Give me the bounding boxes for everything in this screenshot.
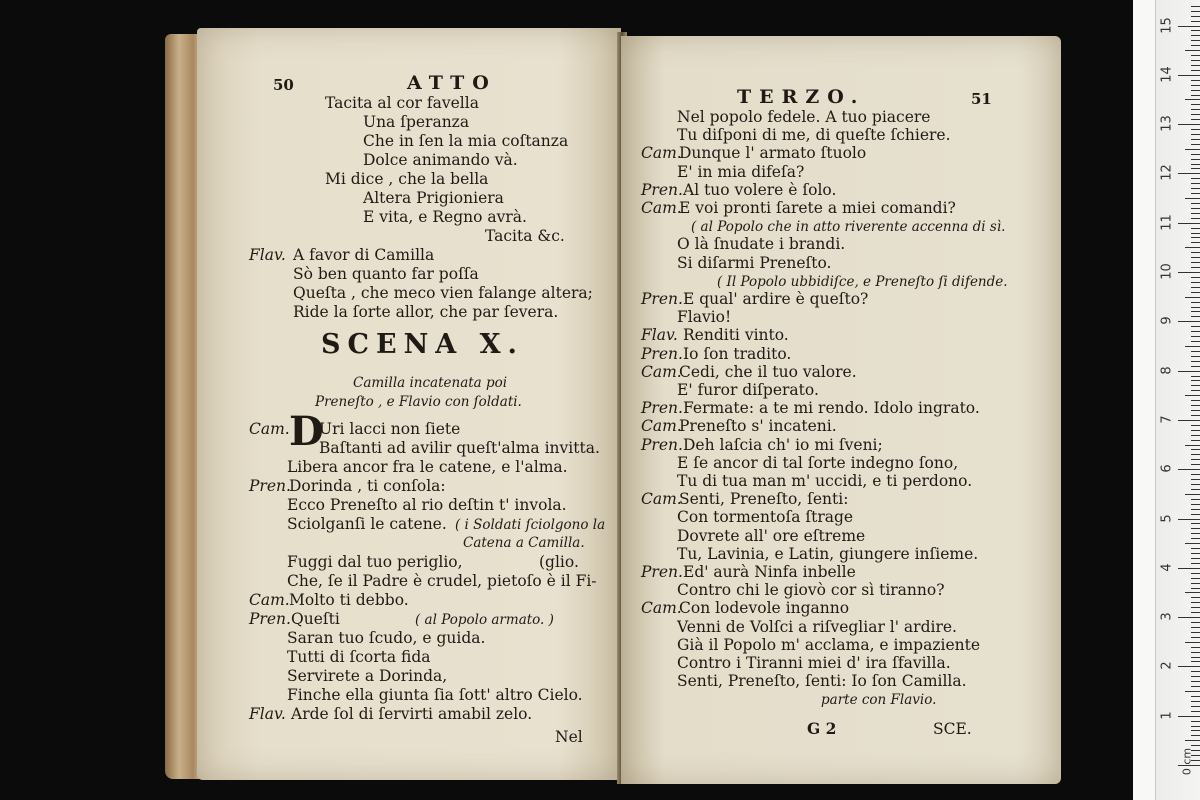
- ruler-tick: [1191, 676, 1200, 677]
- ruler-tick: [1191, 528, 1200, 529]
- ruler-tick: [1185, 543, 1200, 544]
- ruler-tick: [1191, 178, 1200, 179]
- dialogue-line: Deh laſcia ch' io mi ſveni;: [683, 435, 883, 454]
- ruler-tick: [1178, 75, 1200, 76]
- ruler-tick: [1191, 242, 1200, 243]
- dialogue-line: Che, ſe il Padre è crudel, pietoſo è il Fi-: [287, 572, 597, 590]
- ruler-tick: [1191, 80, 1200, 81]
- dialogue-line: Tutti di ſcorta fida: [287, 648, 431, 666]
- ruler-tick: [1191, 326, 1200, 327]
- ruler-tick: [1178, 519, 1200, 520]
- ruler-tick: [1191, 454, 1200, 455]
- ruler-tick: [1191, 479, 1200, 480]
- ruler-tick: [1191, 474, 1200, 475]
- verse-line: Tacita &c.: [485, 227, 565, 245]
- stage-direction: ( al Popolo armato. ): [415, 612, 554, 628]
- ruler-tick: [1191, 85, 1200, 86]
- ruler-tick: [1191, 376, 1200, 377]
- ruler-number: 11: [1159, 213, 1175, 231]
- ruler-tick: [1191, 60, 1200, 61]
- dialogue-line: Queſti: [291, 610, 340, 628]
- ruler-tick: [1191, 203, 1200, 204]
- ruler-tick: [1191, 267, 1200, 268]
- ruler-number: 3: [1159, 612, 1175, 621]
- speaker-label: Pren.: [641, 180, 683, 199]
- ruler-unit-label: 0 cm: [1180, 747, 1194, 776]
- ruler-tick: [1191, 385, 1200, 386]
- ruler-tick: [1191, 109, 1200, 110]
- speaker-label: Pren.: [249, 477, 291, 495]
- ruler-tick: [1191, 597, 1200, 598]
- ruler-tick: [1191, 336, 1200, 337]
- ruler-tick: [1191, 188, 1200, 189]
- ruler-tick: [1185, 297, 1200, 298]
- right-page: [621, 36, 1061, 784]
- drop-cap: D: [289, 408, 324, 455]
- ruler-tick: [1191, 228, 1200, 229]
- ruler-number: 9: [1159, 316, 1175, 325]
- dialogue-line: E ſe ancor di tal ſorte indegno ſono,: [677, 453, 959, 472]
- dialogue-line: Flavio!: [677, 308, 732, 327]
- speaker-label: Cam.: [641, 599, 682, 618]
- speaker-label: Flav.: [641, 326, 678, 345]
- ruler-number: 7: [1159, 415, 1175, 424]
- ruler-tick: [1191, 509, 1200, 510]
- ruler-tick: [1178, 420, 1200, 421]
- ruler-tick: [1191, 573, 1200, 574]
- ruler-tick: [1191, 139, 1200, 140]
- ruler-tick: [1185, 445, 1200, 446]
- stage-direction: ( al Popolo che in atto riverente accenna di sì.: [691, 219, 1006, 236]
- ruler-tick: [1191, 538, 1200, 539]
- stage-direction: Catena a Camilla.: [463, 535, 585, 551]
- ruler-tick: [1191, 435, 1200, 436]
- ruler-tick: [1191, 504, 1200, 505]
- ruler-tick: [1191, 661, 1200, 662]
- ruler-tick: [1191, 213, 1200, 214]
- ruler-tick: [1178, 568, 1200, 569]
- dialogue-line: E' furor diſperato.: [677, 381, 819, 399]
- ruler-tick: [1191, 6, 1200, 7]
- ruler-tick: [1191, 168, 1200, 169]
- dialogue-line: E' in mia difeſa?: [677, 162, 805, 181]
- ruler-tick: [1191, 134, 1200, 135]
- ruler-tick: [1185, 149, 1200, 150]
- stage-direction: Camilla incatenata poi: [353, 375, 508, 391]
- ruler-tick: [1191, 356, 1200, 357]
- ruler-tick: [1191, 159, 1200, 160]
- ruler-number: 8: [1159, 365, 1175, 375]
- ruler-tick: [1191, 311, 1200, 312]
- page-number-left: 50: [273, 76, 294, 94]
- dialogue-line: Ecco Preneſto al rio deſtin t' invola.: [287, 496, 567, 514]
- dialogue-line: Libera ancor fra le catene, e l'alma.: [287, 458, 568, 476]
- speaker-label: Flav.: [249, 705, 286, 723]
- ruler-tick: [1191, 183, 1200, 184]
- ruler-tick: [1191, 307, 1200, 308]
- speaker-label: Pren.: [641, 344, 683, 363]
- ruler-tick: [1191, 464, 1200, 465]
- ruler-tick: [1191, 282, 1200, 283]
- dialogue-line: Al tuo volere è ſolo.: [683, 180, 837, 199]
- dialogue-line: Molto ti debbo.: [289, 591, 409, 609]
- verse-line: Altera Prigioniera: [363, 189, 504, 207]
- dialogue-line: Dorinda , ti conſola:: [289, 477, 446, 495]
- catchword: Nel: [555, 728, 583, 746]
- dialogue-line: Fuggi dal tuo periglio,: [287, 553, 463, 571]
- ruler-number: 2: [1159, 661, 1175, 671]
- dialogue-line: Preneſto s' incateni.: [679, 417, 837, 436]
- dialogue-line: E qual' ardire è queſto?: [683, 290, 869, 308]
- running-header-right: TERZO.: [737, 86, 866, 108]
- dialogue-line: Senti, Preneſto, ſenti: Io ſon Camilla.: [677, 672, 967, 691]
- ruler-tick: [1191, 484, 1200, 485]
- stage-direction: ( i Soldati ſciolgono la: [455, 517, 606, 533]
- ruler-tick: [1178, 272, 1200, 273]
- ruler-tick: [1191, 632, 1200, 633]
- stage-direction: Preneſto , e Flavio con ſoldati.: [315, 394, 522, 410]
- speaker-label: Cam.: [249, 591, 290, 609]
- ruler-tick: [1191, 95, 1200, 96]
- ruler-tick: [1191, 233, 1200, 234]
- speaker-label: Cam.: [641, 362, 682, 381]
- ruler-tick: [1191, 218, 1200, 219]
- speaker-label: Cam.: [641, 417, 682, 436]
- ruler-number: 10: [1159, 263, 1175, 280]
- dialogue-line: Sò ben quanto far poſſa: [293, 265, 479, 283]
- ruler-tick: [1185, 592, 1200, 593]
- ruler-tick: [1191, 430, 1200, 431]
- ruler-tick: [1185, 247, 1200, 248]
- ruler-tick: [1178, 617, 1200, 618]
- dialogue-line: Cedi, che il tuo valore.: [679, 362, 857, 381]
- ruler-tick: [1191, 563, 1200, 564]
- dialogue-line: Venni de Volſci a riſvegliar l' ardire.: [677, 617, 957, 636]
- ruler-tick: [1191, 440, 1200, 441]
- ruler-tick: [1191, 523, 1200, 524]
- ruler-tick: [1191, 400, 1200, 401]
- running-header-left: ATTO: [407, 72, 497, 94]
- ruler-number: 13: [1159, 115, 1175, 132]
- ruler-tick: [1191, 331, 1200, 332]
- ruler-tick: [1191, 257, 1200, 258]
- ruler-tick: [1191, 341, 1200, 342]
- dialogue-line: Finche ella giunta ſia ſott' altro Cielo.: [287, 686, 583, 704]
- ruler-tick: [1191, 30, 1200, 31]
- dialogue-line: Servirete a Dorinda,: [287, 667, 448, 685]
- ruler-tick: [1191, 164, 1200, 165]
- ruler-tick: [1191, 252, 1200, 253]
- ruler-tick: [1191, 652, 1200, 653]
- ruler-tick: [1191, 499, 1200, 500]
- ruler-tick: [1178, 666, 1200, 667]
- ruler-tick: [1178, 26, 1200, 27]
- ruler-tick: [1178, 321, 1200, 322]
- ruler-tick: [1191, 277, 1200, 278]
- speaker-label: Cam.: [641, 490, 682, 509]
- ruler-tick: [1191, 726, 1200, 727]
- signature-mark: G 2: [807, 719, 837, 738]
- verse-line: Dolce animando và.: [363, 151, 518, 169]
- ruler-tick: [1185, 99, 1200, 100]
- page-number-right: 51: [971, 90, 992, 108]
- ruler-tick: [1185, 198, 1200, 199]
- ruler-tick: [1191, 578, 1200, 579]
- ruler-tick: [1191, 730, 1200, 731]
- ruler-tick: [1191, 489, 1200, 490]
- ruler-tick: [1185, 691, 1200, 692]
- ruler-tick: [1191, 558, 1200, 559]
- ruler-tick: [1178, 173, 1200, 174]
- ruler-tick: [1191, 583, 1200, 584]
- ruler-tick: [1185, 395, 1200, 396]
- ruler-tick: [1191, 129, 1200, 130]
- ruler-tick: [1191, 104, 1200, 105]
- ruler-tick: [1191, 16, 1200, 17]
- dialogue-line: Sciolganſi le catene.: [287, 515, 447, 533]
- ruler-edge: [1133, 0, 1156, 800]
- ruler-tick: [1191, 292, 1200, 293]
- ruler-tick: [1191, 553, 1200, 554]
- ruler-tick: [1191, 602, 1200, 603]
- ruler-tick: [1191, 607, 1200, 608]
- dialogue-line: Tu, Lavinia, e Latin, giungere inſieme.: [677, 544, 979, 563]
- dialogue-line: Contro chi le giovò cor sì tiranno?: [677, 581, 945, 600]
- dialogue-line: Con tormentoſa ſtrage: [677, 508, 854, 527]
- ruler-tick: [1191, 154, 1200, 155]
- dialogue-line: E voi pronti ſarete a miei comandi?: [679, 199, 956, 217]
- ruler-number: 1: [1159, 711, 1175, 720]
- ruler-tick: [1191, 65, 1200, 66]
- dialogue-line: Queſta , che meco vien falange altera;: [293, 284, 593, 302]
- ruler-tick: [1185, 50, 1200, 51]
- ruler-tick: [1191, 612, 1200, 613]
- ruler-tick: [1191, 119, 1200, 120]
- open-book: [165, 28, 1065, 783]
- dialogue-line: Saran tuo ſcudo, e guida.: [287, 629, 486, 647]
- ruler-tick: [1178, 223, 1200, 224]
- ruler-number: 6: [1159, 464, 1175, 473]
- ruler-tick: [1191, 696, 1200, 697]
- ruler-tick: [1178, 371, 1200, 372]
- dialogue-line: Contro i Tiranni miei d' ira ſfavilla.: [677, 654, 951, 672]
- ruler-tick: [1178, 469, 1200, 470]
- dialogue-line: Tu diſponi di me, di queſte ſchiere.: [677, 126, 951, 145]
- dialogue-line: Io ſon tradito.: [683, 344, 792, 363]
- verse-line: Una ſperanza: [363, 113, 470, 131]
- speaker-label: Cam.: [641, 199, 682, 217]
- ruler-number: 14: [1159, 66, 1175, 83]
- ruler-tick: [1191, 90, 1200, 91]
- ruler-tick: [1191, 533, 1200, 534]
- ruler-tick: [1191, 449, 1200, 450]
- dialogue-line: Dunque l' armato ſtuolo: [679, 144, 867, 163]
- ruler-tick: [1191, 390, 1200, 391]
- speaker-label: Pren.: [641, 435, 683, 454]
- ruler-tick: [1191, 114, 1200, 115]
- dialogue-line: Fermate: a te mi rendo. Idolo ingrato.: [683, 399, 980, 418]
- dialogue-line: Renditi vinto.: [683, 326, 789, 345]
- ruler-tick: [1191, 11, 1200, 12]
- ruler-tick: [1185, 494, 1200, 495]
- ruler-tick: [1191, 681, 1200, 682]
- speaker-label: Pren.: [641, 290, 683, 308]
- stage-direction: parte con Flavio.: [821, 692, 937, 709]
- speaker-label: Pren.: [641, 563, 683, 581]
- ruler-tick: [1185, 346, 1200, 347]
- ruler-tick: [1191, 459, 1200, 460]
- ruler-tick: [1191, 40, 1200, 41]
- ruler-tick: [1191, 637, 1200, 638]
- dialogue-line: Baſtanti ad avilir queſt'alma invitta.: [319, 439, 600, 457]
- ruler-tick: [1191, 622, 1200, 623]
- dialogue-line: Con lodevole inganno: [679, 599, 850, 618]
- ruler-tick: [1191, 193, 1200, 194]
- ruler-tick: [1191, 351, 1200, 352]
- dialogue-line: Già il Popolo m' acclama, e impaziente: [677, 635, 981, 654]
- ruler-number: 12: [1159, 164, 1175, 182]
- ruler-tick: [1191, 711, 1200, 712]
- dialogue-line: Ride la ſorte allor, che par ſevera.: [293, 303, 559, 321]
- speaker-label: Flav.: [249, 246, 286, 264]
- ruler-tick: [1191, 208, 1200, 209]
- ruler-tick: [1191, 366, 1200, 367]
- dialogue-line: (glio.: [539, 553, 579, 571]
- dialogue-line: Senti, Preneſto, ſenti:: [679, 490, 849, 509]
- dialogue-line: Uri lacci non ſiete: [319, 420, 461, 438]
- ruler-tick: [1191, 735, 1200, 736]
- ruler-tick: [1191, 70, 1200, 71]
- ruler-tick: [1191, 686, 1200, 687]
- ruler-tick: [1191, 237, 1200, 238]
- dialogue-line: Dovrete all' ore eſtreme: [677, 526, 866, 545]
- dialogue-line: Tu di tua man m' uccidi, e ti perdono.: [677, 472, 973, 490]
- ruler-tick: [1178, 716, 1200, 717]
- ruler-tick: [1191, 647, 1200, 648]
- dialogue-line: Arde ſol di ſervirti amabil zelo.: [291, 705, 533, 723]
- catchword: SCE.: [933, 720, 972, 738]
- ruler-tick: [1191, 287, 1200, 288]
- verse-line: Che in ſen la mia coſtanza: [363, 132, 569, 150]
- measuring-ruler: [1133, 0, 1200, 800]
- ruler-tick: [1191, 671, 1200, 672]
- dialogue-line: O là ſnudate i brandi.: [677, 235, 846, 254]
- dialogue-line: Ed' aurà Ninfa inbelle: [683, 563, 856, 581]
- ruler-number: 15: [1159, 16, 1175, 34]
- dialogue-line: Si diſarmi Preneſto.: [677, 253, 832, 272]
- ruler-tick: [1191, 302, 1200, 303]
- ruler-number: 4: [1159, 563, 1175, 572]
- ruler-tick: [1191, 657, 1200, 658]
- verse-line: Tacita al cor favella: [325, 94, 479, 112]
- ruler-tick: [1191, 144, 1200, 145]
- ruler-tick: [1191, 588, 1200, 589]
- ruler-tick: [1191, 548, 1200, 549]
- verse-line: Mi dice , che la bella: [325, 170, 489, 188]
- ruler-tick: [1185, 740, 1200, 741]
- ruler-tick: [1191, 55, 1200, 56]
- ruler-tick: [1191, 425, 1200, 426]
- ruler-tick: [1191, 316, 1200, 317]
- ruler-tick: [1191, 701, 1200, 702]
- ruler-tick: [1191, 514, 1200, 515]
- ruler-number: 5: [1159, 513, 1175, 523]
- ruler-tick: [1191, 706, 1200, 707]
- ruler-tick: [1185, 642, 1200, 643]
- ruler-tick: [1191, 410, 1200, 411]
- stage-direction: ( Il Popolo ubbidiſce, e Preneſto ſi difende.: [717, 273, 1008, 290]
- speaker-label: Pren.: [249, 610, 291, 628]
- ruler-tick: [1191, 262, 1200, 263]
- ruler-tick: [1191, 627, 1200, 628]
- ruler-tick: [1191, 45, 1200, 46]
- speaker-label: Pren.: [641, 399, 683, 418]
- scene-heading: SCENA X.: [321, 329, 524, 360]
- left-page: [197, 28, 621, 780]
- ruler-tick: [1191, 35, 1200, 36]
- ruler-tick: [1178, 124, 1200, 125]
- ruler-tick: [1191, 405, 1200, 406]
- ruler-tick: [1191, 380, 1200, 381]
- verse-line: E vita, e Regno avrà.: [363, 208, 527, 226]
- ruler-tick: [1191, 361, 1200, 362]
- dialogue-line: Nel popolo fedele. A tuo piacere: [677, 108, 931, 126]
- speaker-label: Cam.: [641, 144, 682, 163]
- ruler-tick: [1191, 721, 1200, 722]
- dialogue-line: A favor di Camilla: [293, 246, 435, 264]
- speaker-label: Cam.: [249, 420, 290, 438]
- ruler-tick: [1191, 21, 1200, 22]
- ruler-tick: [1191, 415, 1200, 416]
